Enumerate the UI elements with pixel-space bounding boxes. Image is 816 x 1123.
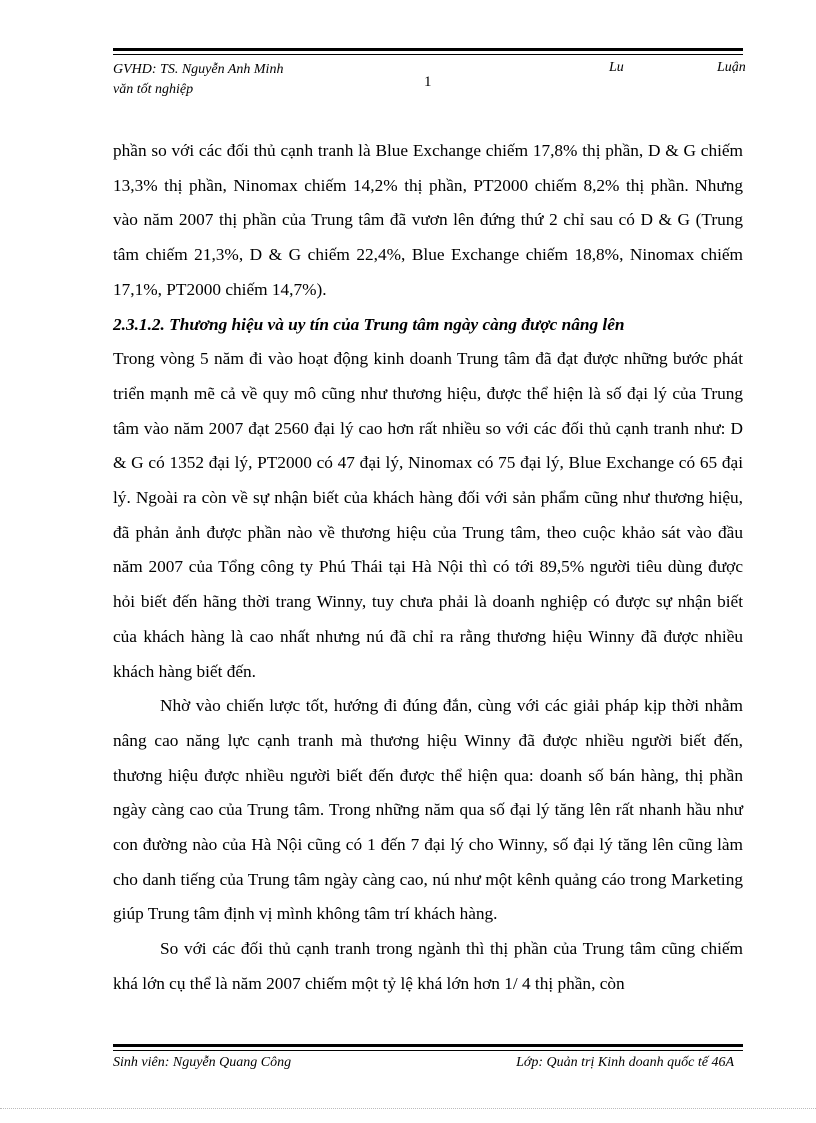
document-body: [113, 134, 743, 1002]
page-number: 1: [424, 74, 432, 90]
header-rule-thin: [113, 54, 743, 55]
header-rule-thick: [113, 48, 743, 51]
header-advisor: [113, 60, 283, 100]
footer-student: Sinh viên: Nguyễn Quang Công: [113, 1055, 292, 1070]
header-right-word2: Luận: [717, 60, 746, 75]
paragraph-3: Nhờ vào chiến lược tốt, hướng đi đúng đắn, cùng với các giải pháp kịp thời nhằm nâng cao năng lực cạnh tranh mà thương hiệu Winny đã được nhiều người biết đến, thương hiệu được nhiều người biết đến được thể hiện qua: doanh số bán hàng, thị phần ngày càng cao của Trung tâm. Trong những năm qua số đại lý tăng lên rất nhanh hầu như con đường nào của Hà Nội cũng có 1 đến 7 đại lý cho Winny, số đại lý tăng lên cũng làm cho danh tiếng của Trung tâm ngày càng cao, nú như một kênh quảng cáo trong Marketing giúp Trung tâm định vị mình không tâm trí khách hàng.: [113, 696, 743, 924]
footer-class: Lớp: Quản trị Kinh doanh quốc tế 46A: [516, 1055, 734, 1070]
page-boundary-dotted-line: [0, 1108, 816, 1109]
header-advisor-line1: GVHD: TS. Nguyễn Anh Minh: [113, 62, 284, 77]
section-heading: 2.3.1.2. Thương hiệu và uy tín của Trung tâm ngày càng được nâng lên: [113, 314, 625, 334]
paragraph-1: phần so với các đối thủ cạnh tranh là Blue Exchange chiếm 17,8% thị phần, D & G chiếm 13,3% thị phần, Ninomax chiếm 14,2% thị phần, PT2000 chiếm 8,2% thị phần. Nhưng vào năm 2007 thị phần của Trung tâm đã vươn lên đứng thứ 2 chỉ sau có D & G (Trung tâm chiếm 21,3%, D & G chiếm 22,4%, Blue Exchange chiếm 18,8%, Ninomax chiếm 17,1%, PT2000 chiếm 14,7%).: [113, 141, 743, 299]
paragraph-2: Trong vòng 5 năm đi vào hoạt động kinh doanh Trung tâm đã đạt được những bước phát triển mạnh mẽ cả về quy mô cũng như thương hiệu, được thể hiện là số đại lý của Trung tâm vào năm 2007 đạt 2560 đại lý cao hơn rất nhiều so với các đối thủ cạnh tranh như: D & G có 1352 đại lý, PT2000 có 47 đại lý, Ninomax có 75 đại lý, Blue Exchange có 65 đại lý. Ngoài ra còn về sự nhận biết của khách hàng đối với sản phẩm cũng như thương hiệu, đã phản ảnh được phần nào về thương hiệu của Trung tâm, theo cuộc khảo sát vào đầu năm 2007 của Tổng công ty Phú Thái tại Hà Nội thì có tới 89,5% người tiêu dùng được hỏi biết đến hãng thời trang Winny, tuy chưa phải là doanh nghiệp có được sự nhận biết của khách hàng là cao nhất nhưng nú đã chỉ ra rằng thương hiệu Winny đã được nhiều khách hàng biết đến.: [113, 349, 743, 681]
footer-rule-thin: [113, 1050, 743, 1051]
footer-rule-thick: [113, 1044, 743, 1047]
header-right-word1: Lu: [609, 60, 624, 75]
paragraph-4: So với các đối thủ cạnh tranh trong ngành thì thị phần của Trung tâm cũng chiếm khá lớn cụ thể là năm 2007 chiếm một tỷ lệ khá lớn hơn 1/ 4 thị phần, còn: [113, 939, 743, 993]
header-advisor-line2: văn tốt nghiệp: [113, 82, 194, 97]
